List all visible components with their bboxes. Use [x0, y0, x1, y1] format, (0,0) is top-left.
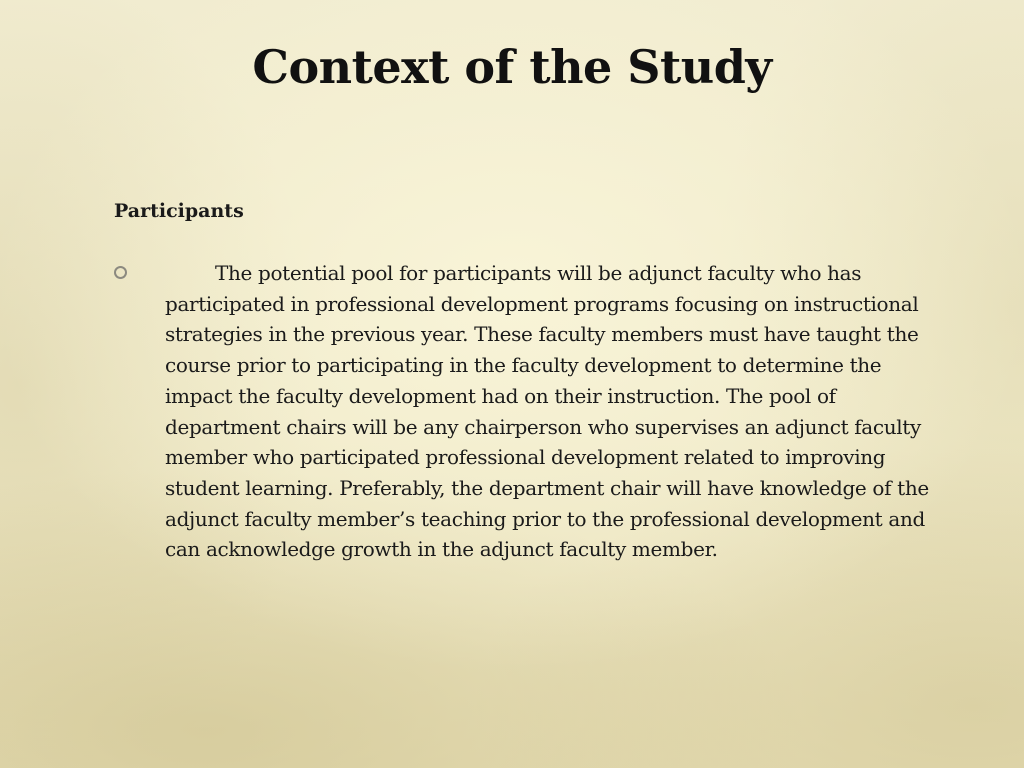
hollow-circle-bullet-icon: [114, 266, 127, 279]
section-heading: Participants: [114, 200, 244, 222]
slide-title: Context of the Study: [252, 40, 772, 94]
bullet-paragraph: The potential pool for participants will be adjunct faculty who has participated in professional development programs focusing on instructional strategies in the previous year. These faculty members must have taught the course prior to participating in the faculty development to determine the impact the faculty development had on their instruction. The pool of department chairs will be any chairperson who supervises an adjunct faculty member who participated professional development related to improving student learning. Preferably, the department chair will have knowledge of the adjunct faculty member’s teaching prior to the professional development and can acknowledge growth in the adjunct faculty member.: [165, 261, 929, 562]
